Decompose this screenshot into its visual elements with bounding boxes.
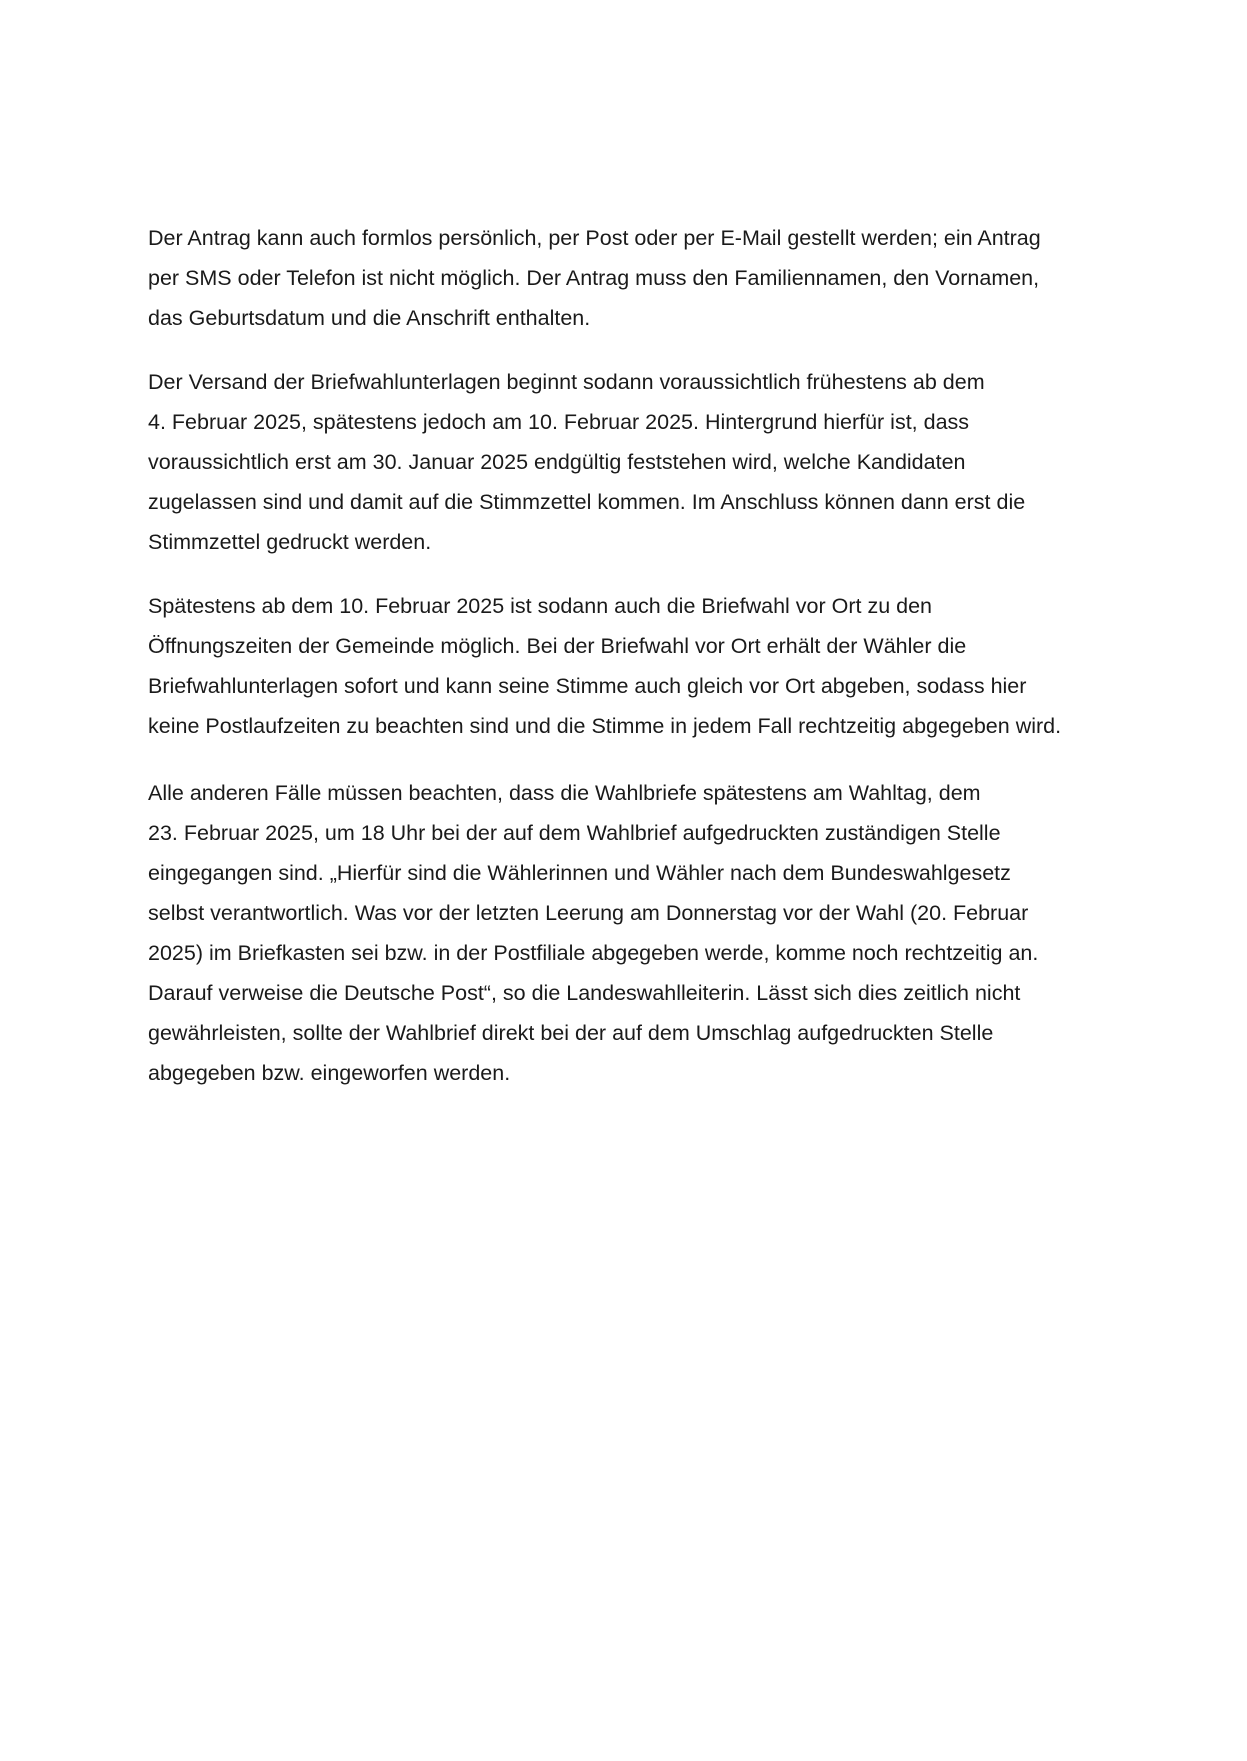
text-line: das Geburtsdatum und die Anschrift enthalten. <box>148 306 591 330</box>
text-line: eingegangen sind. „Hierfür sind die Wählerinnen und Wähler nach dem Bundeswahlgesetz <box>148 861 1011 885</box>
paragraph-antrag <box>148 218 1138 338</box>
text-line: Spätestens ab dem 10. Februar 2025 ist sodann auch die Briefwahl vor Ort zu den <box>148 594 933 618</box>
text-line: Darauf verweise die Deutsche Post“, so die Landeswahlleiterin. Lässt sich dies zeitlich nicht <box>148 981 1021 1005</box>
text-line: 23. Februar 2025, um 18 Uhr bei der auf dem Wahlbrief aufgedruckten zuständigen Stelle <box>148 821 1001 845</box>
text-line: Öffnungszeiten der Gemeinde möglich. Bei der Briefwahl vor Ort erhält der Wähler die <box>148 634 967 658</box>
text-line: Der Antrag kann auch formlos persönlich, per Post oder per E-Mail gestellt werden; ein Antrag <box>148 226 1041 250</box>
text-line: Stimmzettel gedruckt werden. <box>148 530 432 554</box>
text-line: voraussichtlich erst am 30. Januar 2025 endgültig feststehen wird, welche Kandidaten <box>148 450 966 474</box>
text-line: Briefwahlunterlagen sofort und kann seine Stimme auch gleich vor Ort abgeben, sodass hier <box>148 674 1027 698</box>
text-line: Alle anderen Fälle müssen beachten, dass die Wahlbriefe spätestens am Wahltag, dem <box>148 781 981 805</box>
text-line: per SMS oder Telefon ist nicht möglich. Der Antrag muss den Familiennamen, den Vornamen, <box>148 266 1040 290</box>
text-line: 4. Februar 2025, spätestens jedoch am 10. Februar 2025. Hintergrund hierfür ist, dass <box>148 410 970 434</box>
text-line: selbst verantwortlich. Was vor der letzten Leerung am Donnerstag vor der Wahl (20. Februar <box>148 901 1029 925</box>
text-line: abgegeben bzw. eingeworfen werden. <box>148 1061 511 1085</box>
text-line: keine Postlaufzeiten zu beachten sind und die Stimme in jedem Fall rechtzeitig abgegeben wird. <box>148 714 1062 738</box>
text-line: zugelassen sind und damit auf die Stimmzettel kommen. Im Anschluss können dann erst die <box>148 490 1026 514</box>
text-line: Der Versand der Briefwahlunterlagen beginnt sodann voraussichtlich frühestens ab dem <box>148 370 985 394</box>
paragraph-briefwahl-vor-ort <box>148 586 1138 746</box>
document-body <box>148 218 1138 1117</box>
paragraph-wahlbriefe <box>148 773 1138 1093</box>
paragraph-versand <box>148 362 1138 562</box>
text-line: gewährleisten, sollte der Wahlbrief direkt bei der auf dem Umschlag aufgedruckten Stelle <box>148 1021 994 1045</box>
text-line: 2025) im Briefkasten sei bzw. in der Postfiliale abgegeben werde, komme noch rechtzeitig an. <box>148 941 1039 965</box>
